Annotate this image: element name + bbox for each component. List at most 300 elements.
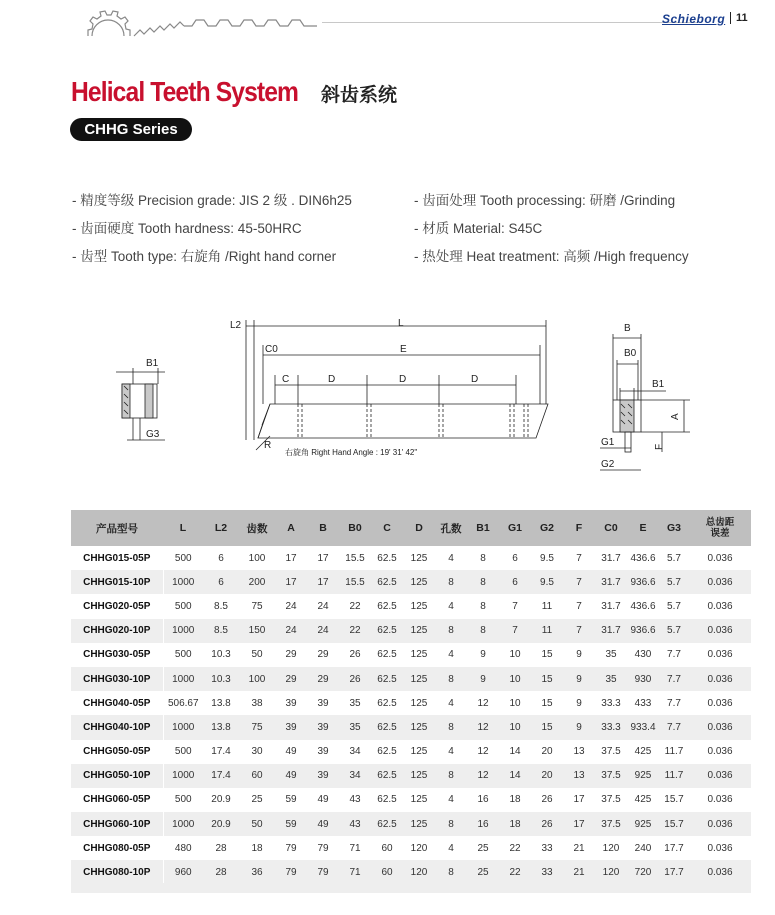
table-cell: 24: [307, 619, 339, 643]
label-b1-left: B1: [146, 358, 159, 369]
table-cell: 120: [410, 842, 428, 854]
table-cell: 0.036: [707, 600, 733, 612]
table-cell: 1000: [163, 812, 203, 836]
table-cell: 0.036: [707, 552, 733, 564]
table-cell: 26: [349, 649, 361, 661]
table-cell: 1000: [163, 619, 203, 643]
table-cell: 35: [339, 715, 371, 739]
table-cell: 24: [275, 619, 307, 643]
spec-item: - 齿面硬度 Tooth hardness: 45-50HRC: [72, 221, 302, 236]
table-cell: 79: [285, 842, 297, 854]
table-cell: 7.7: [667, 697, 681, 709]
table-cell: 60: [371, 860, 403, 884]
table-cell: 925: [627, 764, 659, 788]
model-cell: CHHG050-05P: [71, 740, 163, 764]
table-cell: 10.3: [203, 667, 239, 691]
label-g3: G3: [146, 429, 160, 440]
model-cell: CHHG015-10P: [71, 570, 163, 594]
model-cell: CHHG040-10P: [71, 715, 163, 739]
table-cell: 100: [248, 552, 266, 564]
table-cell: 31.7: [595, 570, 627, 594]
table-cell: 0.036: [707, 746, 733, 758]
label-a: A: [670, 413, 681, 420]
specification-table: [71, 510, 751, 885]
table-cell: 500: [174, 746, 192, 758]
model-cell: CHHG015-05P: [71, 546, 163, 570]
table-cell: 62.5: [371, 715, 403, 739]
table-cell: 17.4: [211, 746, 231, 758]
table-cell: 12: [477, 697, 489, 709]
table-cell: 9: [576, 649, 582, 661]
table-cell: 25: [477, 842, 489, 854]
table-cell: 8: [435, 764, 467, 788]
table-cell: 37.5: [595, 764, 627, 788]
table-cell: 12: [467, 715, 499, 739]
label-g2: G2: [601, 459, 615, 470]
table-cell: 62.5: [377, 746, 397, 758]
table-cell: 10.3: [211, 649, 231, 661]
table-cell: 10: [499, 715, 531, 739]
table-cell: 125: [403, 667, 435, 691]
table-cell: 60: [381, 842, 393, 854]
helix-angle-note: 右旋角 Right Hand Angle : 19' 31' 42": [285, 448, 418, 457]
table-cell: 4: [448, 649, 454, 661]
table-cell: 5.7: [659, 619, 689, 643]
column-header: 孔数: [435, 510, 467, 546]
table-cell: 37.5: [601, 746, 621, 758]
table-cell: 17.7: [664, 842, 684, 854]
header-rule: [322, 22, 697, 23]
table-cell: 17: [563, 812, 595, 836]
table-row: [71, 643, 751, 667]
table-cell: 1000: [163, 715, 203, 739]
table-cell: 75: [251, 600, 263, 612]
table-cell: 720: [627, 860, 659, 884]
table-cell: 16: [467, 812, 499, 836]
table-cell: 13.8: [211, 697, 231, 709]
table-cell: 62.5: [377, 600, 397, 612]
label-d: D: [328, 374, 336, 385]
title-english: Helical Teeth System: [71, 76, 299, 107]
table-cell: 31.7: [595, 619, 627, 643]
technical-drawing: [0, 300, 775, 480]
table-cell: 62.5: [371, 667, 403, 691]
column-header: G3: [659, 510, 689, 546]
table-cell: 62.5: [371, 764, 403, 788]
table-cell: 21: [573, 842, 585, 854]
table-cell: 14: [509, 746, 521, 758]
table-cell: 9: [576, 697, 582, 709]
table-cell: 71: [339, 860, 371, 884]
table-cell: 125: [410, 746, 428, 758]
table-cell: 75: [239, 715, 275, 739]
table-cell: 18: [251, 842, 263, 854]
table-cell: 125: [403, 764, 435, 788]
table-cell: 11: [541, 600, 553, 612]
table-cell: 62.5: [371, 570, 403, 594]
table-footer-bar: [71, 883, 751, 893]
table-cell: 120: [595, 860, 627, 884]
table-cell: 6: [203, 570, 239, 594]
table-cell: 17: [285, 552, 297, 564]
table-cell: 18: [509, 794, 521, 806]
model-cell: CHHG030-10P: [71, 667, 163, 691]
table-cell: 36: [239, 860, 275, 884]
table-cell: 125: [403, 570, 435, 594]
table-cell: 7: [563, 570, 595, 594]
table-cell: 125: [403, 715, 435, 739]
table-cell: 17.7: [659, 860, 689, 884]
table-cell: 8.5: [203, 619, 239, 643]
table-cell: 13: [573, 746, 585, 758]
table-cell: 49: [275, 764, 307, 788]
table-cell: 500: [174, 552, 192, 564]
column-header: [689, 510, 751, 546]
table-cell: 26: [339, 667, 371, 691]
brand-logo: Schieborg: [662, 12, 726, 26]
table-cell: 125: [410, 552, 428, 564]
table-cell: 120: [403, 860, 435, 884]
table-cell: 0.036: [707, 842, 733, 854]
table-row: [71, 860, 751, 884]
table-cell: 12: [477, 746, 489, 758]
table-cell: 79: [307, 860, 339, 884]
table-cell: 8: [467, 619, 499, 643]
table-cell: 24: [317, 600, 329, 612]
table-cell: 6: [499, 570, 531, 594]
model-cell: CHHG040-05P: [71, 691, 163, 715]
table-cell: 506.67: [167, 697, 199, 709]
table-cell: 7: [512, 600, 518, 612]
table-cell: 39: [307, 715, 339, 739]
table-cell: 29: [275, 667, 307, 691]
table-cell: 7.7: [667, 649, 681, 661]
table-row: [71, 594, 751, 618]
table-cell: 8: [435, 860, 467, 884]
table-cell: 59: [285, 794, 297, 806]
table-row: [71, 667, 751, 691]
table-cell: 18: [499, 812, 531, 836]
table-cell: 39: [285, 697, 297, 709]
table-cell: 0.036: [689, 812, 751, 836]
label-b: B: [624, 323, 631, 334]
table-cell: 936.6: [627, 619, 659, 643]
table-cell: 22: [509, 842, 521, 854]
table-cell: 20.9: [203, 812, 239, 836]
table-cell: 22: [349, 600, 361, 612]
model-cell: CHHG020-10P: [71, 619, 163, 643]
table-cell: 4: [448, 794, 454, 806]
table-cell: 5.7: [667, 600, 681, 612]
spec-item: - 齿面处理 Tooth processing: 研磨 /Grinding: [414, 193, 676, 208]
table-cell: 0.036: [689, 860, 751, 884]
title-chinese: 斜齿系统: [321, 84, 398, 106]
table-cell: 9: [563, 715, 595, 739]
table-cell: 480: [174, 842, 192, 854]
table-cell: 60: [239, 764, 275, 788]
table-cell: 7: [563, 619, 595, 643]
table-cell: 8.5: [214, 600, 228, 612]
table-cell: 0.036: [689, 619, 751, 643]
table-cell: 17: [317, 552, 329, 564]
table-cell: 39: [317, 746, 329, 758]
model-cell: CHHG050-10P: [71, 764, 163, 788]
table-cell: 925: [627, 812, 659, 836]
table-cell: 1000: [163, 570, 203, 594]
table-cell: 960: [163, 860, 203, 884]
table-row: [71, 691, 751, 715]
table-cell: 29: [307, 667, 339, 691]
table-cell: 0.036: [689, 715, 751, 739]
table-cell: 38: [251, 697, 263, 709]
table-cell: 8: [480, 552, 486, 564]
side-view: [246, 320, 548, 450]
table-cell: 15: [531, 667, 563, 691]
table-cell: 7: [576, 552, 582, 564]
table-row: [71, 715, 751, 739]
table-cell: 17: [307, 570, 339, 594]
table-cell: 62.5: [377, 794, 397, 806]
table-cell: 24: [285, 600, 297, 612]
specs-right-list: [414, 192, 689, 276]
table-cell: 8: [435, 570, 467, 594]
table-cell: 62.5: [377, 697, 397, 709]
table-cell: 0.036: [689, 667, 751, 691]
table-cell: 9.5: [531, 570, 563, 594]
table-cell: 9.5: [540, 552, 554, 564]
header-line: 总齿距: [705, 517, 735, 528]
table-cell: 50: [239, 812, 275, 836]
table-cell: 31.7: [601, 600, 621, 612]
table-cell: 125: [403, 812, 435, 836]
gear-rack-decoration-icon: [72, 0, 322, 40]
model-cell: CHHG060-10P: [71, 812, 163, 836]
table-cell: 120: [602, 842, 620, 854]
table-cell: 28: [215, 842, 227, 854]
table-cell: 28: [203, 860, 239, 884]
table-cell: 240: [634, 842, 652, 854]
column-header: E: [627, 510, 659, 546]
table-cell: 35: [349, 697, 361, 709]
table-cell: 17: [275, 570, 307, 594]
table-cell: 7.7: [659, 667, 689, 691]
table-cell: 8: [435, 619, 467, 643]
column-header: B0: [339, 510, 371, 546]
table-cell: 35: [595, 667, 627, 691]
table-cell: 7: [576, 600, 582, 612]
table-cell: 425: [634, 746, 652, 758]
table-cell: 10: [509, 649, 521, 661]
table-cell: 936.6: [627, 570, 659, 594]
table-row: [71, 740, 751, 764]
page-number: 11: [730, 12, 748, 24]
table-cell: 430: [634, 649, 652, 661]
table-cell: 4: [448, 600, 454, 612]
page-title: [71, 76, 397, 108]
table-cell: 15.7: [659, 812, 689, 836]
label-d: D: [471, 374, 479, 385]
label-d: D: [399, 374, 407, 385]
table-cell: 12: [467, 764, 499, 788]
table-cell: 4: [448, 746, 454, 758]
table-cell: 0.036: [707, 697, 733, 709]
label-e: E: [400, 344, 407, 355]
table-cell: 125: [410, 600, 428, 612]
table-cell: 150: [239, 619, 275, 643]
table-cell: 500: [174, 600, 192, 612]
table-cell: 433: [634, 697, 652, 709]
table-cell: 17.4: [203, 764, 239, 788]
column-header: G1: [499, 510, 531, 546]
table-cell: 6: [512, 552, 518, 564]
table-cell: 930: [627, 667, 659, 691]
table-cell: 16: [477, 794, 489, 806]
table-cell: 125: [410, 649, 428, 661]
table-cell: 5.7: [659, 570, 689, 594]
table-cell: 125: [410, 794, 428, 806]
table-cell: 1000: [163, 764, 203, 788]
table-cell: 5.7: [667, 552, 681, 564]
model-cell: CHHG020-05P: [71, 594, 163, 618]
table-cell: 9: [467, 667, 499, 691]
table-cell: 50: [251, 649, 263, 661]
table-cell: 11.7: [664, 746, 684, 758]
label-g1: G1: [601, 437, 615, 448]
table-cell: 39: [307, 764, 339, 788]
label-l: L: [398, 318, 404, 329]
table-cell: 33.3: [601, 697, 621, 709]
table-cell: 10: [509, 697, 521, 709]
table-cell: 62.5: [371, 619, 403, 643]
label-c0: C0: [265, 344, 278, 355]
table-cell: 26: [531, 812, 563, 836]
label-c: C: [282, 374, 290, 385]
table-cell: 436.6: [630, 552, 656, 564]
label-b1-right: B1: [652, 379, 665, 390]
table-cell: 15: [541, 697, 553, 709]
model-cell: CHHG080-10P: [71, 860, 163, 884]
table-body: [71, 546, 751, 885]
table-cell: 21: [563, 860, 595, 884]
label-f: F: [654, 443, 665, 450]
table-cell: 125: [410, 697, 428, 709]
column-header: G2: [531, 510, 563, 546]
table-cell: 7.7: [659, 715, 689, 739]
series-badge: CHHG Series: [70, 118, 192, 141]
table-cell: 26: [541, 794, 553, 806]
header-line: 误差: [710, 528, 730, 539]
column-header: B: [307, 510, 339, 546]
table-cell: 8: [435, 715, 467, 739]
label-l2: L2: [230, 320, 242, 331]
model-cell: CHHG060-05P: [71, 788, 163, 812]
label-b0: B0: [624, 348, 637, 359]
table-cell: 100: [239, 667, 275, 691]
table-cell: 43: [349, 794, 361, 806]
table-row: [71, 570, 751, 594]
table-cell: 49: [317, 794, 329, 806]
table-cell: 43: [339, 812, 371, 836]
table-cell: 4: [448, 842, 454, 854]
table-cell: 30: [251, 746, 263, 758]
table-cell: 0.036: [707, 794, 733, 806]
column-header: C0: [595, 510, 627, 546]
table-cell: 79: [317, 842, 329, 854]
table-cell: 37.5: [595, 812, 627, 836]
cross-section-view: [600, 334, 690, 470]
table-cell: 39: [275, 715, 307, 739]
table-cell: 14: [499, 764, 531, 788]
table-cell: 79: [275, 860, 307, 884]
table-cell: 425: [634, 794, 652, 806]
table-cell: 9: [563, 667, 595, 691]
table-cell: 29: [317, 649, 329, 661]
model-cell: CHHG080-05P: [71, 836, 163, 860]
table-cell: 11: [531, 619, 563, 643]
table-cell: 0.036: [707, 649, 733, 661]
table-cell: 6: [218, 552, 224, 564]
table-cell: 7: [499, 619, 531, 643]
table-cell: 25: [467, 860, 499, 884]
table-cell: 500: [174, 649, 192, 661]
column-header: F: [563, 510, 595, 546]
table-cell: 49: [307, 812, 339, 836]
table-cell: 33.3: [595, 715, 627, 739]
table-cell: 13.8: [203, 715, 239, 739]
column-header: 产品型号: [71, 510, 163, 546]
table-cell: 20: [541, 746, 553, 758]
table-cell: 0.036: [689, 764, 751, 788]
column-header: D: [403, 510, 435, 546]
table-cell: 4: [448, 552, 454, 564]
table-cell: 35: [605, 649, 617, 661]
table-cell: 4: [448, 697, 454, 709]
table-cell: 8: [480, 600, 486, 612]
table-cell: 62.5: [377, 552, 397, 564]
column-header: L2: [203, 510, 239, 546]
table-row: [71, 546, 751, 570]
table-header-row: [71, 510, 751, 546]
table-cell: 8: [435, 812, 467, 836]
table-cell: 71: [349, 842, 361, 854]
table-cell: 15.5: [339, 570, 371, 594]
table-cell: 49: [285, 746, 297, 758]
table-cell: 29: [285, 649, 297, 661]
table-cell: 200: [239, 570, 275, 594]
table-cell: 125: [403, 619, 435, 643]
column-header: A: [275, 510, 307, 546]
table-cell: 8: [467, 570, 499, 594]
table-cell: 39: [317, 697, 329, 709]
table-cell: 8: [435, 667, 467, 691]
spec-item: - 齿型 Tooth type: 右旋角 /Right hand corner: [72, 249, 337, 264]
table-cell: 10: [499, 667, 531, 691]
table-cell: 62.5: [371, 812, 403, 836]
table-cell: 0.036: [689, 570, 751, 594]
spec-item: - 热处理 Heat treatment: 高频 /High frequency: [414, 249, 689, 264]
table-cell: 1000: [163, 667, 203, 691]
table-cell: 15: [541, 649, 553, 661]
table-row: [71, 812, 751, 836]
table-cell: 34: [339, 764, 371, 788]
spec-item: - 材质 Material: S45C: [414, 221, 543, 236]
table-cell: 436.6: [630, 600, 656, 612]
table-cell: 11.7: [659, 764, 689, 788]
table-cell: 25: [251, 794, 263, 806]
table-cell: 15.5: [345, 552, 365, 564]
table-row: [71, 764, 751, 788]
label-r: R: [264, 440, 272, 451]
